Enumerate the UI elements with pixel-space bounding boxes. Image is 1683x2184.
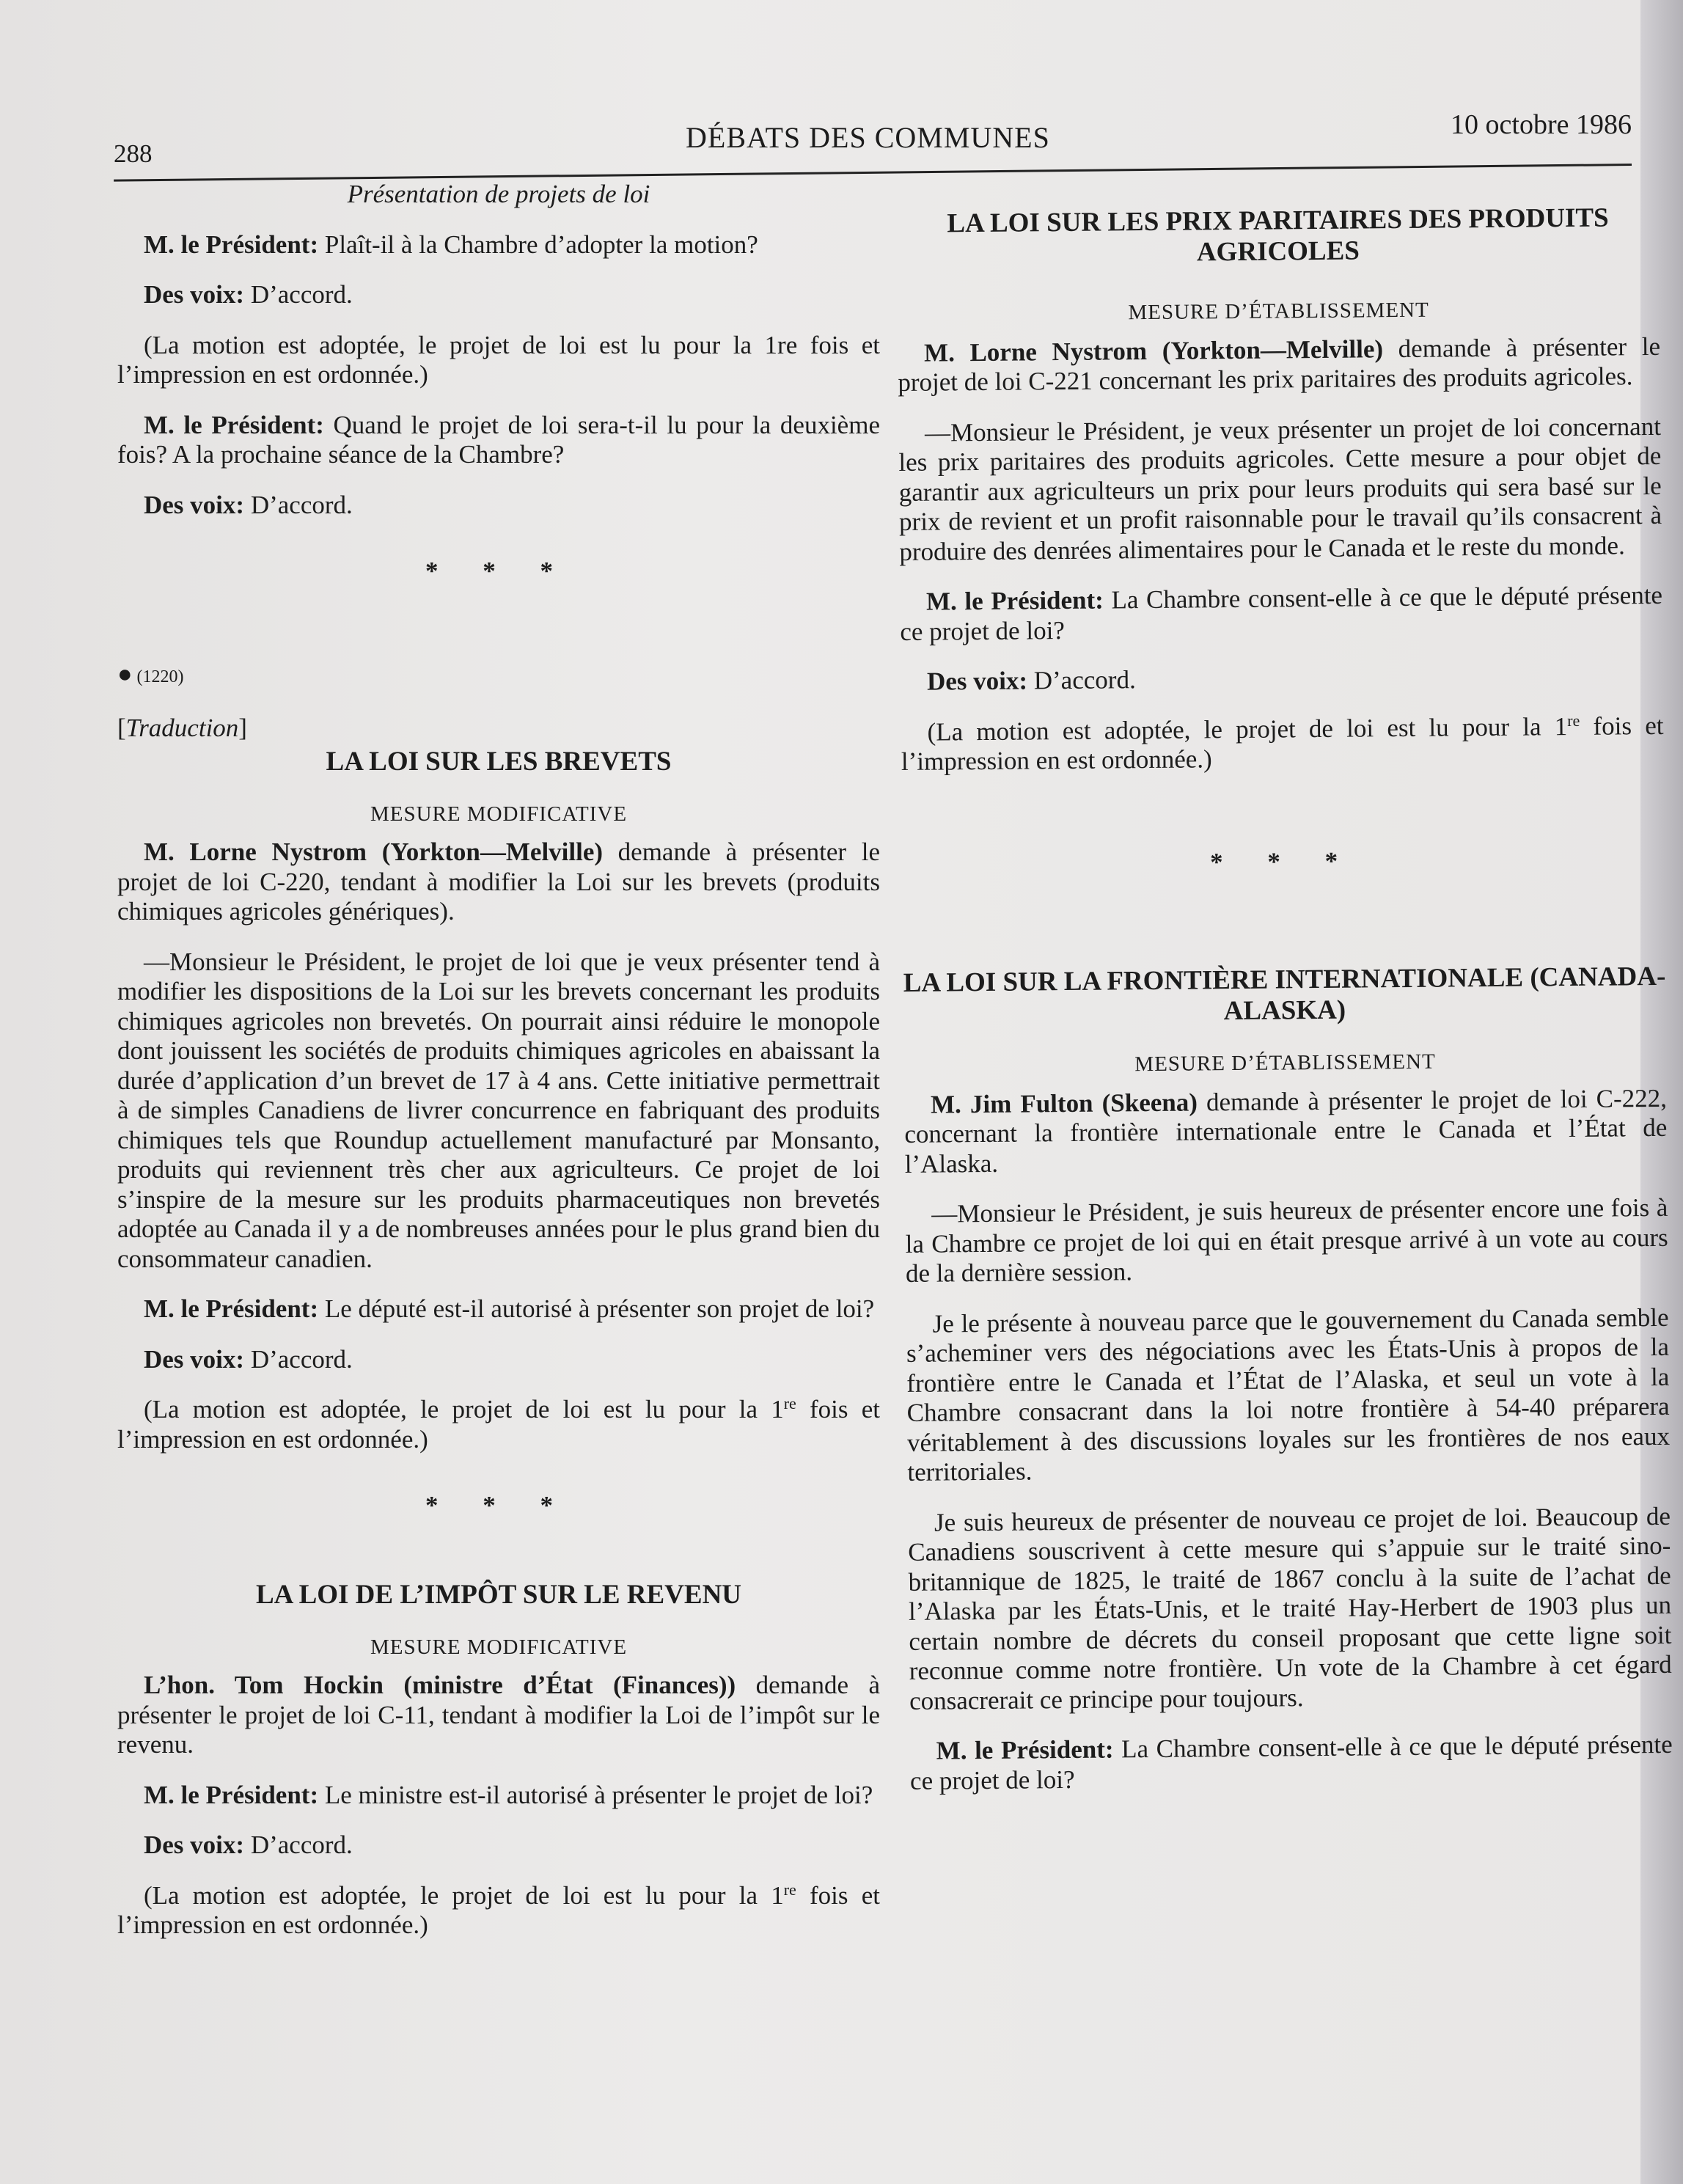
speaker: M. le Président: — [936, 1734, 1114, 1765]
paragraph — [910, 1730, 1673, 1796]
section-subtitle: MESURE D’ÉTABLISSEMENT — [1134, 1049, 1436, 1077]
section-title: LA LOI SUR LES BREVETS — [326, 746, 672, 777]
text-fragment: (La motion est adoptée, le projet de loi est lu pour la 1 — [144, 1395, 784, 1423]
paragraph — [117, 1831, 880, 1861]
page-date: 10 octobre 1986 — [1451, 109, 1632, 140]
speech: demande à présenter le projet de loi C-220, tendant à modifier la Loi sur les brevets (produits chimiques agricoles génériques). — [117, 838, 880, 926]
paragraph — [117, 491, 880, 521]
speech: La Chambre consent-elle à ce que le député présente ce projet de loi? — [909, 1729, 1673, 1795]
speaker: M. Lorne Nystrom (Yorkton—Melville) — [923, 334, 1384, 367]
left-column — [117, 180, 880, 1961]
speaker: M. le Président: — [144, 1294, 319, 1323]
text-fragment: (La motion est adoptée, le projet de loi est lu pour la 1 — [144, 1880, 784, 1910]
translation-label: Traduction — [125, 714, 239, 742]
speaker: Des voix: — [144, 280, 245, 309]
section-title: LA LOI SUR LA FRONTIÈRE INTERNATIONALE (CANADA-ALASKA) — [903, 961, 1666, 1027]
time-marker — [117, 660, 880, 692]
paragraph — [898, 331, 1661, 397]
section-subtitle: MESURE MODIFICATIVE — [370, 802, 628, 826]
speech: Le ministre est-il autorisé à présenter le projet de loi? — [318, 1780, 873, 1809]
speaker: M. Lorne Nystrom (Yorkton—Melville) — [144, 838, 604, 866]
speech: demande à présenter le projet de loi C-11, tendant à modifier la Loi de l’impôt sur le revenu. — [117, 1671, 880, 1759]
speech: D’accord. — [1027, 665, 1136, 695]
paragraph — [117, 1781, 880, 1811]
speaker: M. le Président: — [144, 1780, 319, 1809]
speaker: Des voix: — [144, 1344, 245, 1374]
paragraph — [117, 1395, 880, 1454]
translation-note: [Traduction] — [117, 714, 247, 742]
page-number: 288 — [114, 139, 153, 168]
paragraph — [117, 230, 880, 260]
paragraph: —Monsieur le Président, je veux présenter un projet de loi concernant les prix paritaires des produits agricoles. Cette mesure a pour objet de garantir aux agriculteurs un prix pour leurs produits qui sera basé sur le prix de revient et un profit raisonnable pour le travail qu’ils consacrent à produire des denrées alimentaires pour le Canada et le reste du monde. — [898, 411, 1662, 566]
page-header — [114, 109, 1632, 167]
paragraph — [901, 661, 1663, 697]
text-fragment: fois et l’impression en est ordonnée.) — [117, 1395, 880, 1454]
right-column — [896, 173, 1673, 1817]
paragraph — [904, 1083, 1668, 1179]
subheading: Présentation de projets de loi — [347, 180, 650, 208]
paragraph — [117, 1294, 880, 1324]
paragraph: (La motion est adoptée, le projet de loi est lu pour la 1re fois et l’impression en est ordonnée.) — [117, 330, 880, 389]
paragraph — [117, 1881, 880, 1941]
speech: demande à présenter le projet de loi C-222, concernant la frontière internationale entre le Canada et l’État de l’Alaska. — [904, 1083, 1668, 1179]
text-fragment: fois et l’impression en est ordonnée.) — [117, 1880, 880, 1939]
speech: Le député est-il autorisé à présenter son projet de loi? — [318, 1294, 875, 1323]
speech: D’accord. — [244, 280, 353, 309]
speaker: Des voix: — [926, 666, 1028, 696]
section-title: LA LOI SUR LES PRIX PARITAIRES DES PRODUITS AGRICOLES — [947, 202, 1609, 268]
paragraph: —Monsieur le Président, je suis heureux de présenter encore une fois à la Chambre ce projet de loi qui en était presque arrivé à un vote au cours de la dernière session. — [905, 1192, 1668, 1288]
speaker: M. le Président: — [925, 585, 1104, 616]
paragraph — [117, 1345, 880, 1375]
time-marker-text: (1220) — [136, 667, 184, 686]
speech: Quand le projet de loi sera-t-il lu pour la deuxième fois? A la prochaine séance de la Chambre? — [117, 410, 880, 469]
bullet-icon: ● — [117, 660, 133, 688]
paragraph — [901, 711, 1664, 777]
text-fragment: fois et l’impression en est ordonnée.) — [901, 711, 1664, 776]
section-title: LA LOI DE L’IMPÔT SUR LE REVENU — [255, 1579, 742, 1610]
paragraph: Je le présente à nouveau parce que le gouvernement du Canada semble s’acheminer vers des négociations avec les États-Unis à propos de la frontière entre le Canada et l’État de l’Alaska, et seul un vote à la Chambre consacrant dans la loi notre frontière à 54-40 préparera véritablement à des discussions loyales sur les frontières de nos eaux territoriales. — [906, 1302, 1671, 1487]
speaker: M. le Président: — [144, 410, 324, 439]
paragraph: —Monsieur le Président, le projet de loi que je veux présenter tend à modifier les dispositions de la Loi sur les brevets concernant les produits chimiques agricoles non brevetés. On pourrait ainsi réduire le monopole dont jouissent les sociétés de produits chimiques agricoles en abaissant la durée d’application d’un brevet de 17 à 4 ans. Cette initiative permettrait à de simples Canadiens de livrer concurrence en fabriquant des produits chimiques tels que Roundup actuellement manufacturé par Monsanto, produits qui reviennent très cher aux agriculteurs. Ce projet de loi s’inspire de la mesure sur les produits pharmaceutiques non brevetés adoptée au Canada il y a de nombreuses années pour le plus grand bien du consommateur canadien. — [117, 947, 880, 1273]
superscript: re — [783, 1394, 796, 1412]
speech: D’accord. — [244, 1831, 353, 1859]
speech: D’accord. — [244, 1344, 353, 1374]
paragraph — [117, 838, 880, 927]
speaker: M. le Président: — [144, 230, 319, 259]
page-title: DÉBATS DES COMMUNES — [686, 121, 1050, 154]
speech: demande à présenter le projet de loi C-221 concernant les prix paritaires des produits agricoles. — [898, 331, 1661, 397]
speech: Plaît-il à la Chambre d’adopter la motion? — [318, 230, 758, 259]
section-separator: * * * — [425, 557, 572, 585]
section-subtitle: MESURE MODIFICATIVE — [370, 1635, 628, 1659]
section-separator: * * * — [425, 1491, 572, 1520]
speech: D’accord. — [244, 490, 353, 519]
superscript: re — [1567, 711, 1580, 730]
paragraph — [117, 1671, 880, 1760]
speaker: M. Jim Fulton (Skeena) — [930, 1087, 1198, 1119]
section-separator: * * * — [1209, 846, 1357, 876]
paragraph — [117, 411, 880, 470]
speaker: Des voix: — [144, 1831, 245, 1859]
text-fragment: (La motion est adoptée, le projet de loi est lu pour la 1 — [927, 711, 1568, 747]
speaker: L’hon. Tom Hockin (ministre d’État (Finances)) — [144, 1671, 736, 1699]
paragraph — [117, 280, 880, 310]
speaker: Des voix: — [144, 490, 245, 519]
speech: La Chambre consent-elle à ce que le député présente ce projet de loi? — [900, 580, 1663, 646]
section-subtitle: MESURE D’ÉTABLISSEMENT — [1128, 298, 1429, 325]
superscript: re — [783, 1880, 796, 1899]
paragraph — [900, 581, 1663, 647]
paragraph: Je suis heureux de présenter de nouveau ce projet de loi. Beaucoup de Canadiens souscrivent à cette mesure qui s’appuie sur le traité sino-britannique de 1825, le traité de 1867 conclu à la suite de l’achat de l’Alaska par les États-Unis, et le traité Hay-Herbert de 1903 plus un certain nombre de décrets du conseil proposant que cette ligne soit reconnue comme notre frontière. Un vote de la Chambre à cet égard consacrerait ce principe pour toujours. — [908, 1501, 1672, 1715]
